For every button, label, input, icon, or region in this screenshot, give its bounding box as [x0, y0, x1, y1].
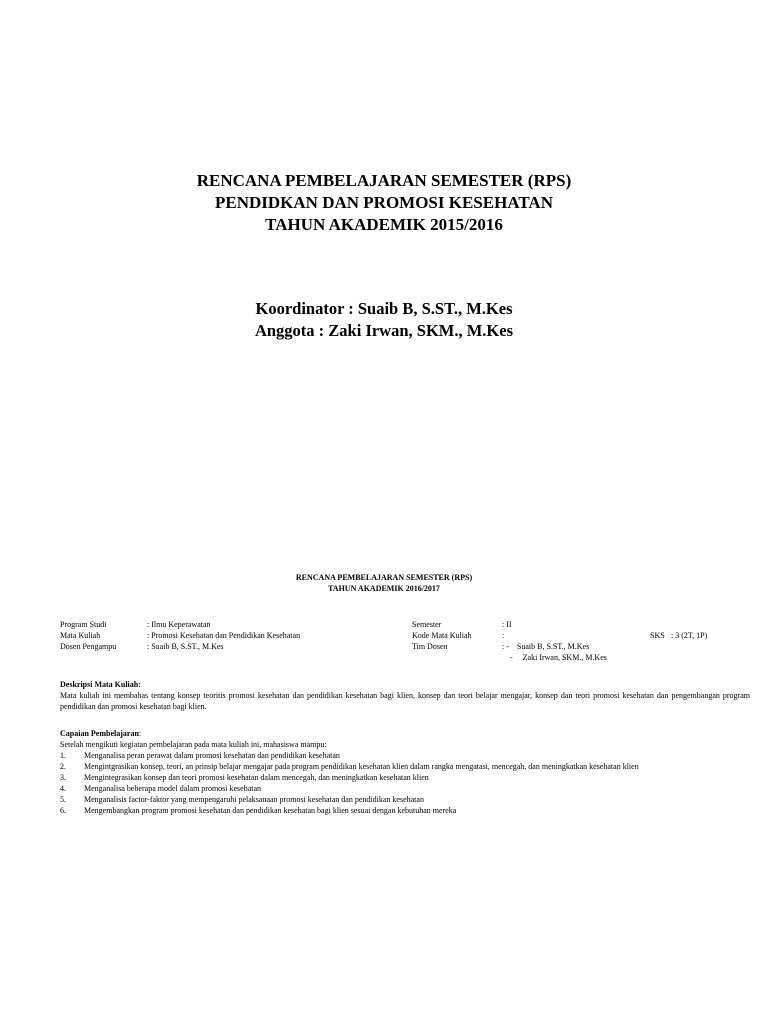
deskripsi-heading: Deskripsi Mata Kuliah: — [60, 680, 141, 689]
list-item — [60, 772, 750, 783]
dosen-pengampu-label: Dosen Pengampu — [60, 642, 117, 651]
cover-anggota: Anggota : Zaki Irwan, SKM., M.Kes — [254, 321, 514, 340]
kode-mata-kuliah-value: : — [502, 631, 505, 640]
list-item-text: Menganalisa beberapa model dalam promosi kesehatan — [84, 784, 262, 793]
list-item-text: Mengintgrasikan konsep, teori, an prinsip belajar mengajar pada program pendidikan kesehatan klien dalam rangka mengatasi, mencegah, dan meningkatkan kesehatan klien — [84, 762, 639, 771]
list-item-text: Mengembangkan program promosi kesehatan dan pendidikan kesehatan bagi klien sesuai dengan kebutuhan mereka — [84, 806, 457, 815]
mata-kuliah-label: Mata Kuliah — [60, 631, 101, 640]
cover-title — [0, 170, 768, 236]
deskripsi-text: Mata kuliah ini membahas tentang konsep teoritis promosi kesehatan dan pendidikan kesehatan bagi klien, konsep dan teori belajar mengajar, konsep dan teori promosi kesehatan dan pengembangan program pendidikan dan promosi kesehatan bagi klien. — [60, 691, 750, 711]
program-studi-value: : Ilmu Keperawatan — [147, 620, 211, 629]
sks-value: : 3 (2T, 1P) — [671, 631, 708, 640]
list-item-number: 4. — [60, 784, 66, 793]
cover-title-line-2: PENDIDKAN DAN PROMOSI KESEHATAN — [215, 193, 553, 212]
sks-label: SKS — [650, 631, 665, 640]
list-item — [60, 761, 750, 772]
cover-team — [0, 298, 768, 342]
capaian-intro: Setelah mengikuti kegiatan pembelajaran pada mata kuliah ini, mahasiswa mampu: — [60, 740, 327, 749]
list-item — [60, 805, 750, 816]
dosen-pengampu-value: : Suaib B, S.ST., M.Kes — [147, 642, 224, 651]
capaian-heading-row — [60, 728, 750, 739]
capaian-list — [60, 750, 750, 816]
list-item-number: 5. — [60, 795, 66, 804]
document-heading — [0, 572, 768, 594]
list-item-text: Menganalisa peran perawat dalam promosi kesehatan dan pendidikan kesehatan — [84, 751, 340, 760]
tim-dosen-member-1: : - Suaib B, S.ST., M.Kes — [502, 642, 590, 651]
tim-dosen-member-2: - Zaki Irwan, SKM., M.Kes — [510, 653, 607, 662]
list-item — [60, 750, 750, 761]
semester-value: : II — [502, 620, 512, 629]
list-item-text: Menganalisis factor-faktor yang mempengaruhi pelaksanaan promosi kesehatan dan pendidikan kesehatan — [84, 795, 424, 804]
cover-title-line-3: TAHUN AKADEMIK 2015/2016 — [265, 215, 503, 234]
list-item-number: 2. — [60, 762, 66, 771]
list-item-number: 1. — [60, 751, 66, 760]
semester-label: Semester — [412, 620, 442, 629]
document-heading-line-1: RENCANA PEMBELAJARAN SEMESTER (RPS) — [295, 573, 473, 582]
kode-mata-kuliah-label: Kode Mata Kuliah — [412, 631, 472, 640]
list-item — [60, 783, 750, 794]
capaian-section — [60, 728, 750, 816]
deskripsi-section — [60, 679, 750, 712]
list-item-number: 6. — [60, 806, 66, 815]
document-heading-line-2: TAHUN AKADEMIK 2016/2017 — [328, 584, 440, 593]
capaian-heading: Capaian Pembelajaran — [60, 729, 139, 738]
program-studi-label: Program Studi — [60, 620, 107, 629]
list-item-number: 3. — [60, 773, 66, 782]
capaian-heading-suffix: : — [138, 729, 142, 738]
course-info — [0, 619, 768, 669]
list-item — [60, 794, 750, 805]
cover-koordinator: Koordinator : Suaib B, S.ST., M.Kes — [255, 299, 513, 318]
cover-title-line-1: RENCANA PEMBELAJARAN SEMESTER (RPS) — [196, 171, 572, 190]
list-item-text: Mengintegrasikan konsep dan teori promosi kesehatan dalam mencegah, dan meningkatkan kesehatan klien — [84, 773, 429, 782]
mata-kuliah-value: : Promosi Kesehatan dan Pendidikan Kesehatan — [147, 631, 301, 640]
tim-dosen-label: Tim Dosen — [412, 642, 448, 651]
